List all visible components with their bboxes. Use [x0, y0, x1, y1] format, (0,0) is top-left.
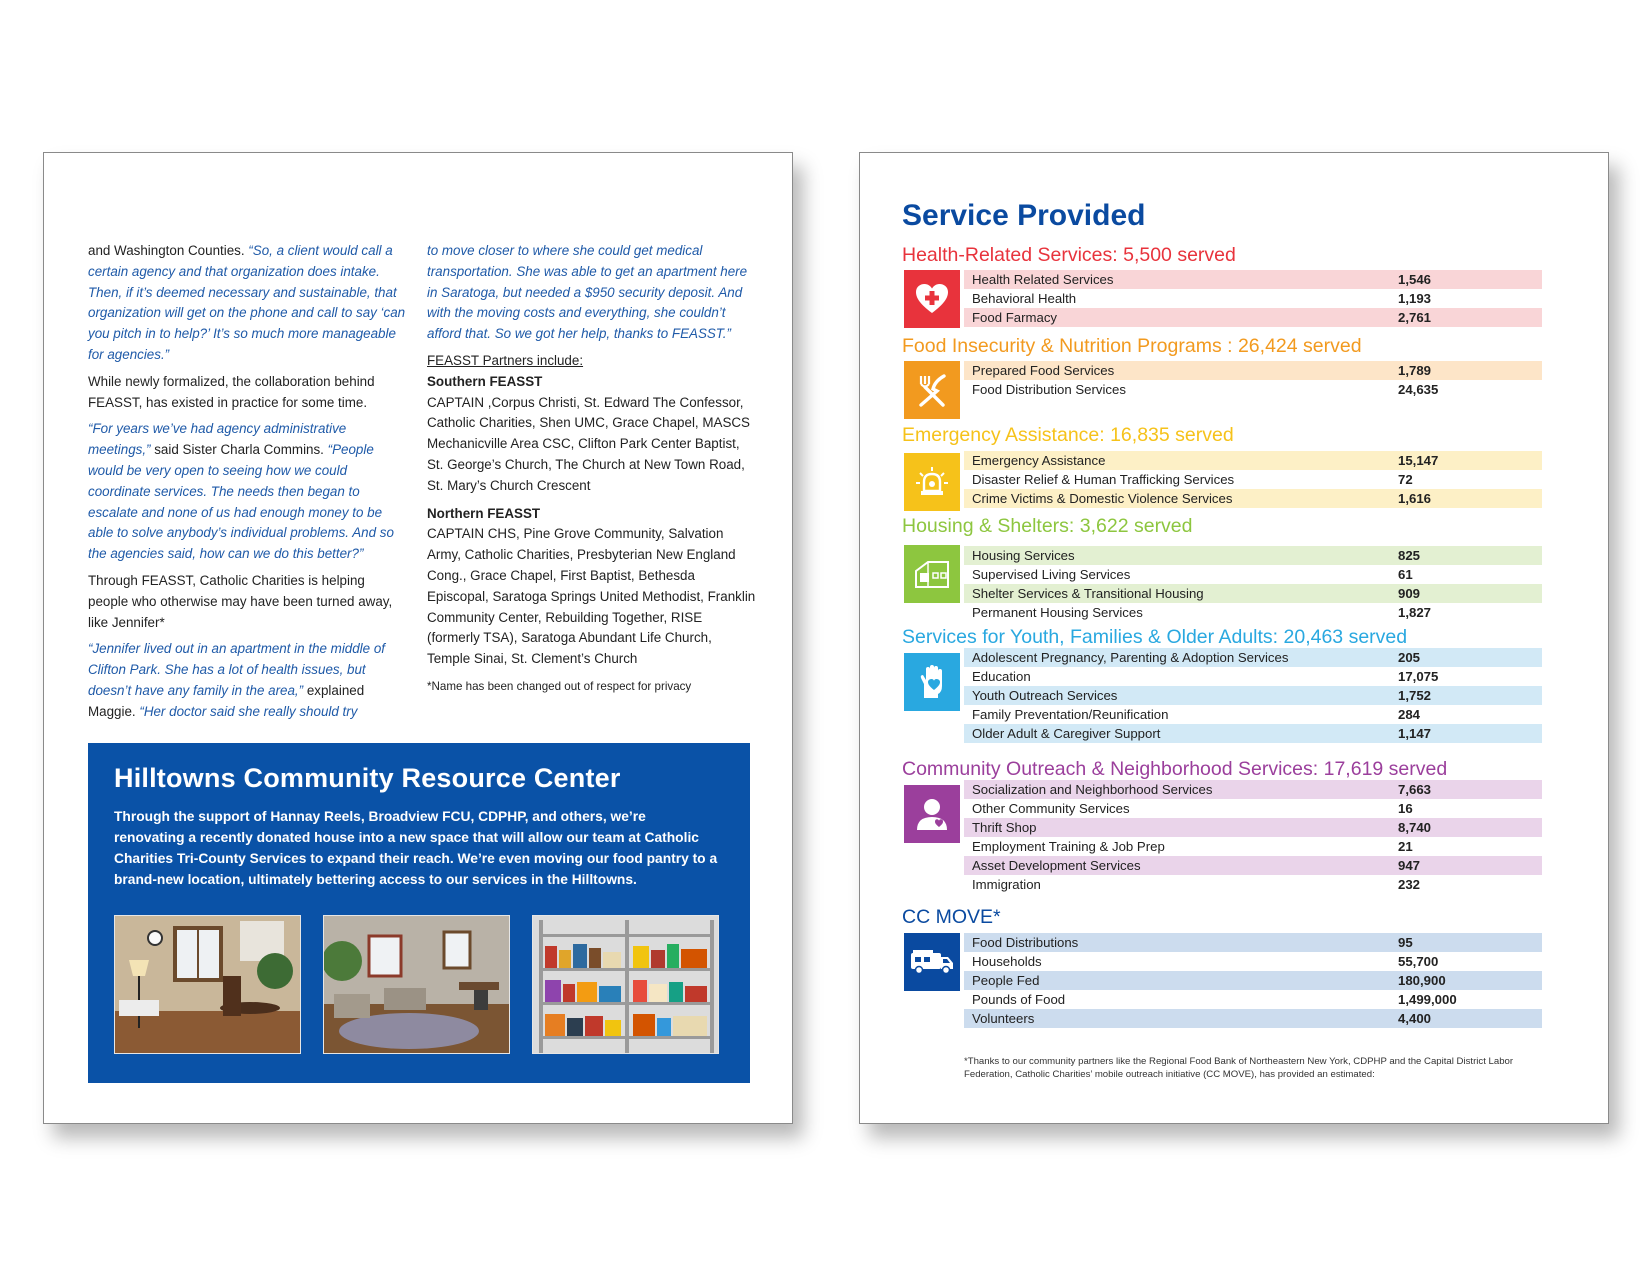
- service-row: [964, 818, 1542, 837]
- heart-plus-icon: [915, 283, 949, 315]
- service-count: 1,827: [1398, 605, 1432, 620]
- section-rows: [964, 361, 1542, 399]
- service-count: 1,616: [1398, 491, 1432, 506]
- section-rows: [964, 933, 1542, 1028]
- paragraph: While newly formalized, the collaboration behind FEASST, has existed in practice for some time.: [88, 373, 375, 410]
- service-label: Food Distributions: [972, 935, 1079, 950]
- service-row: [964, 270, 1542, 289]
- service-label: People Fed: [972, 973, 1040, 988]
- section-rows: [964, 546, 1542, 622]
- service-row: [964, 933, 1542, 952]
- hand-heart-icon: [918, 664, 946, 700]
- paragraph: [88, 241, 406, 366]
- pull-quote: “Jennifer lived out in an apartment in the middle of Clifton Park. She has a lot of health issues, but doesn’t have any family in the area,”: [88, 641, 385, 698]
- service-count: 24,635: [1398, 382, 1439, 397]
- section-icon-box: [904, 653, 960, 711]
- section-icon-box: [904, 361, 960, 419]
- service-row: [964, 584, 1542, 603]
- service-row: [964, 565, 1542, 584]
- service-count: 947: [1398, 858, 1421, 873]
- service-row: [964, 799, 1542, 818]
- section-title-health: Health-Related Services: 5,500 served: [902, 244, 1236, 266]
- service-row: [964, 875, 1542, 894]
- hilltowns-callout: [88, 743, 750, 1083]
- service-count: 72: [1398, 472, 1413, 487]
- service-row: [964, 470, 1542, 489]
- section-title-youth: Services for Youth, Families & Older Adults: 20,463 served: [902, 626, 1408, 648]
- service-label: Prepared Food Services: [972, 363, 1115, 378]
- service-row: [964, 546, 1542, 565]
- service-count: 17,075: [1398, 669, 1439, 684]
- article-column-1: [88, 241, 406, 729]
- service-count: 15,147: [1398, 453, 1439, 468]
- southern-feasst-list: CAPTAIN ,Corpus Christi, St. Edward The Confessor, Catholic Charities, Shen UMC, Grace Chapel, MASCS Mechanicville Area CSC, Clifton Park Center Baptist, St. George’s Church, The Church at New Town Road, St. Mary’s Church Crescent: [427, 394, 750, 493]
- section-title-cc-move: CC MOVE*: [902, 906, 1001, 928]
- section-title-housing: Housing & Shelters: 3,622 served: [902, 515, 1193, 537]
- section-rows: [964, 270, 1542, 327]
- service-count: 1,789: [1398, 363, 1432, 378]
- service-row: [964, 451, 1542, 470]
- service-label: Pounds of Food: [972, 992, 1066, 1007]
- paragraph: [88, 639, 406, 722]
- section-icon-box: [904, 453, 960, 511]
- service-count: 825: [1398, 548, 1421, 563]
- service-label: Other Community Services: [972, 801, 1130, 816]
- service-row: [964, 361, 1542, 380]
- section-rows: [964, 648, 1542, 743]
- service-count: 205: [1398, 650, 1421, 665]
- privacy-note: *Name has been changed out of respect for privacy: [427, 679, 692, 693]
- right-page: [859, 152, 1609, 1124]
- partners-heading: FEASST Partners include:: [427, 352, 584, 368]
- section-title-outreach: Community Outreach & Neighborhood Services: 17,619 served: [902, 758, 1448, 780]
- service-label: Health Related Services: [972, 272, 1114, 287]
- service-row: [964, 952, 1542, 971]
- service-label: Permanent Housing Services: [972, 605, 1143, 620]
- service-row: [964, 603, 1542, 622]
- house-icon: [914, 559, 950, 589]
- service-label: Immigration: [972, 877, 1041, 892]
- service-count: 16: [1398, 801, 1413, 816]
- service-row: [964, 667, 1542, 686]
- paragraph: Through FEASST, Catholic Charities is helping people who otherwise may have been turned away, like Jennifer*: [88, 572, 393, 630]
- article-column-2: [427, 241, 757, 698]
- service-count: 180,900: [1398, 973, 1446, 988]
- service-label: Thrift Shop: [972, 820, 1037, 835]
- service-row: [964, 780, 1542, 799]
- hilltowns-body: Through the support of Hannay Reels, Broadview FCU, CDPHP, and others, we’re renovating a recently donated house into a new space that will allow our team at Catholic Charities Tri-County Services to expand their reach. We’re even moving our food pantry to a brand-new location, ultimately bettering access to our services in the Hilltowns.: [114, 809, 718, 887]
- service-row: [964, 308, 1542, 327]
- service-label: Family Preventation/Reunification: [972, 707, 1169, 722]
- service-row: [964, 1009, 1542, 1028]
- service-label: Households: [972, 954, 1042, 969]
- service-count: 8,740: [1398, 820, 1432, 835]
- section-icon-box: [904, 270, 960, 328]
- service-label: Behavioral Health: [972, 291, 1077, 306]
- photo-living-room: [114, 915, 301, 1054]
- section-rows: [964, 780, 1542, 894]
- pull-quote: to move closer to where she could get medical transportation. She was able to get an apartment here in Saratoga, but needed a $950 security deposit. And with the moving costs and everything, she couldn’t afford that. So we got her help, thanks to FEASST.”: [427, 243, 748, 342]
- service-label: Education: [972, 669, 1031, 684]
- photo-office-room: [323, 915, 510, 1054]
- fork-knife-icon: [915, 373, 949, 407]
- service-row: [964, 686, 1542, 705]
- section-icon-box: [904, 933, 960, 991]
- service-count: 284: [1398, 707, 1421, 722]
- southern-feasst-heading: Southern FEASST: [427, 373, 543, 389]
- section-icon-box: [904, 545, 960, 603]
- pull-quote: “People would be very open to seeing how we could coordinate services. The needs then began to escalate and none of us had enough money to be able to solve anybody’s individual problems. And so the agencies said, how can we do this better?”: [88, 442, 394, 562]
- service-row: [964, 705, 1542, 724]
- section-title-food: Food Insecurity & Nutrition Programs : 26,424 served: [902, 335, 1362, 357]
- service-label: Adolescent Pregnancy, Parenting & Adoption Services: [972, 650, 1289, 665]
- page-title: Service Provided: [902, 199, 1146, 232]
- service-label: Food Distribution Services: [972, 382, 1126, 397]
- service-label: Volunteers: [972, 1011, 1035, 1026]
- service-row: [964, 971, 1542, 990]
- service-count: 55,700: [1398, 954, 1439, 969]
- service-count: 95: [1398, 935, 1413, 950]
- service-label: Housing Services: [972, 548, 1075, 563]
- service-label: Food Farmacy: [972, 310, 1058, 325]
- northern-feasst-heading: Northern FEASST: [427, 505, 541, 521]
- service-row: [964, 648, 1542, 667]
- service-label: Older Adult & Caregiver Support: [972, 726, 1161, 741]
- service-count: 1,193: [1398, 291, 1432, 306]
- service-label: Youth Outreach Services: [972, 688, 1118, 703]
- section-icon-box: [904, 785, 960, 843]
- cc-move-footnote: *Thanks to our community partners like the Regional Food Bank of Northeastern New York, CDPHP and the Capital District Labor Federation, Catholic Charities’ mobile outreach initiative (CC MOVE), has provided an estimated:: [964, 1056, 1514, 1080]
- service-label: Emergency Assistance: [972, 453, 1106, 468]
- service-count: 1,546: [1398, 272, 1432, 287]
- siren-icon: [915, 465, 949, 499]
- northern-feasst-list: CAPTAIN CHS, Pine Grove Community, Salvation Army, Catholic Charities, Presbyterian New England Cong., Grace Chapel, First Baptist, Bethesda Episcopal, Saratoga Springs United Methodist, Franklin Community Center, Rebuilding Together, RISE (formerly TSA), Saratoga Abundant Life Church, Temple Sinai, St. Clement’s Church: [427, 526, 756, 667]
- service-count: 21: [1398, 839, 1413, 854]
- pull-quote: “For years we’ve had agency administrative meetings,”: [88, 421, 347, 458]
- photo-food-pantry: [532, 915, 719, 1054]
- service-label: Shelter Services & Transitional Housing: [972, 586, 1204, 601]
- paragraph: [88, 419, 406, 565]
- paragraph-text: and Washington Counties.: [88, 243, 249, 258]
- service-row: [964, 489, 1542, 508]
- pull-quote: “Her doctor said she really should try: [139, 703, 358, 719]
- service-count: 2,761: [1398, 310, 1432, 325]
- service-row: [964, 289, 1542, 308]
- section-rows: [964, 451, 1542, 508]
- service-count: 1,752: [1398, 688, 1432, 703]
- section-title-emergency: Emergency Assistance: 16,835 served: [902, 424, 1234, 446]
- service-label: Socialization and Neighborhood Services: [972, 782, 1213, 797]
- service-label: Disaster Relief & Human Trafficking Services: [972, 472, 1235, 487]
- photo-strip: [114, 915, 719, 1054]
- service-count: 1,147: [1398, 726, 1432, 741]
- paragraph-text: explained Maggie.: [88, 682, 365, 719]
- hilltowns-title: Hilltowns Community Resource Center: [114, 763, 621, 793]
- service-count: 1,499,000: [1398, 992, 1457, 1007]
- service-row: [964, 837, 1542, 856]
- service-count: 909: [1398, 586, 1421, 601]
- person-heart-icon: [915, 797, 949, 831]
- service-row: [964, 856, 1542, 875]
- service-count: 7,663: [1398, 782, 1432, 797]
- service-label: Supervised Living Services: [972, 567, 1131, 582]
- service-count: 61: [1398, 567, 1413, 582]
- service-row: [964, 990, 1542, 1009]
- left-page: [43, 152, 793, 1124]
- rv-vehicle-icon: [910, 949, 954, 975]
- service-row: [964, 380, 1542, 399]
- service-count: 4,400: [1398, 1011, 1432, 1026]
- service-row: [964, 724, 1542, 743]
- service-label: Employment Training & Job Prep: [972, 839, 1165, 854]
- service-label: Asset Development Services: [972, 858, 1141, 873]
- pull-quote: “So, a client would call a certain agency and that organization does intake. Then, if it’s deemed necessary and sustainable, that organization will get on the phone and call to say ‘can you pitch in to help?’ It’s so much more manageable for agencies.”: [88, 243, 406, 362]
- paragraph-text: said Sister Charla Commins.: [150, 442, 328, 458]
- service-label: Crime Victims & Domestic Violence Services: [972, 491, 1233, 506]
- service-count: 232: [1398, 877, 1421, 892]
